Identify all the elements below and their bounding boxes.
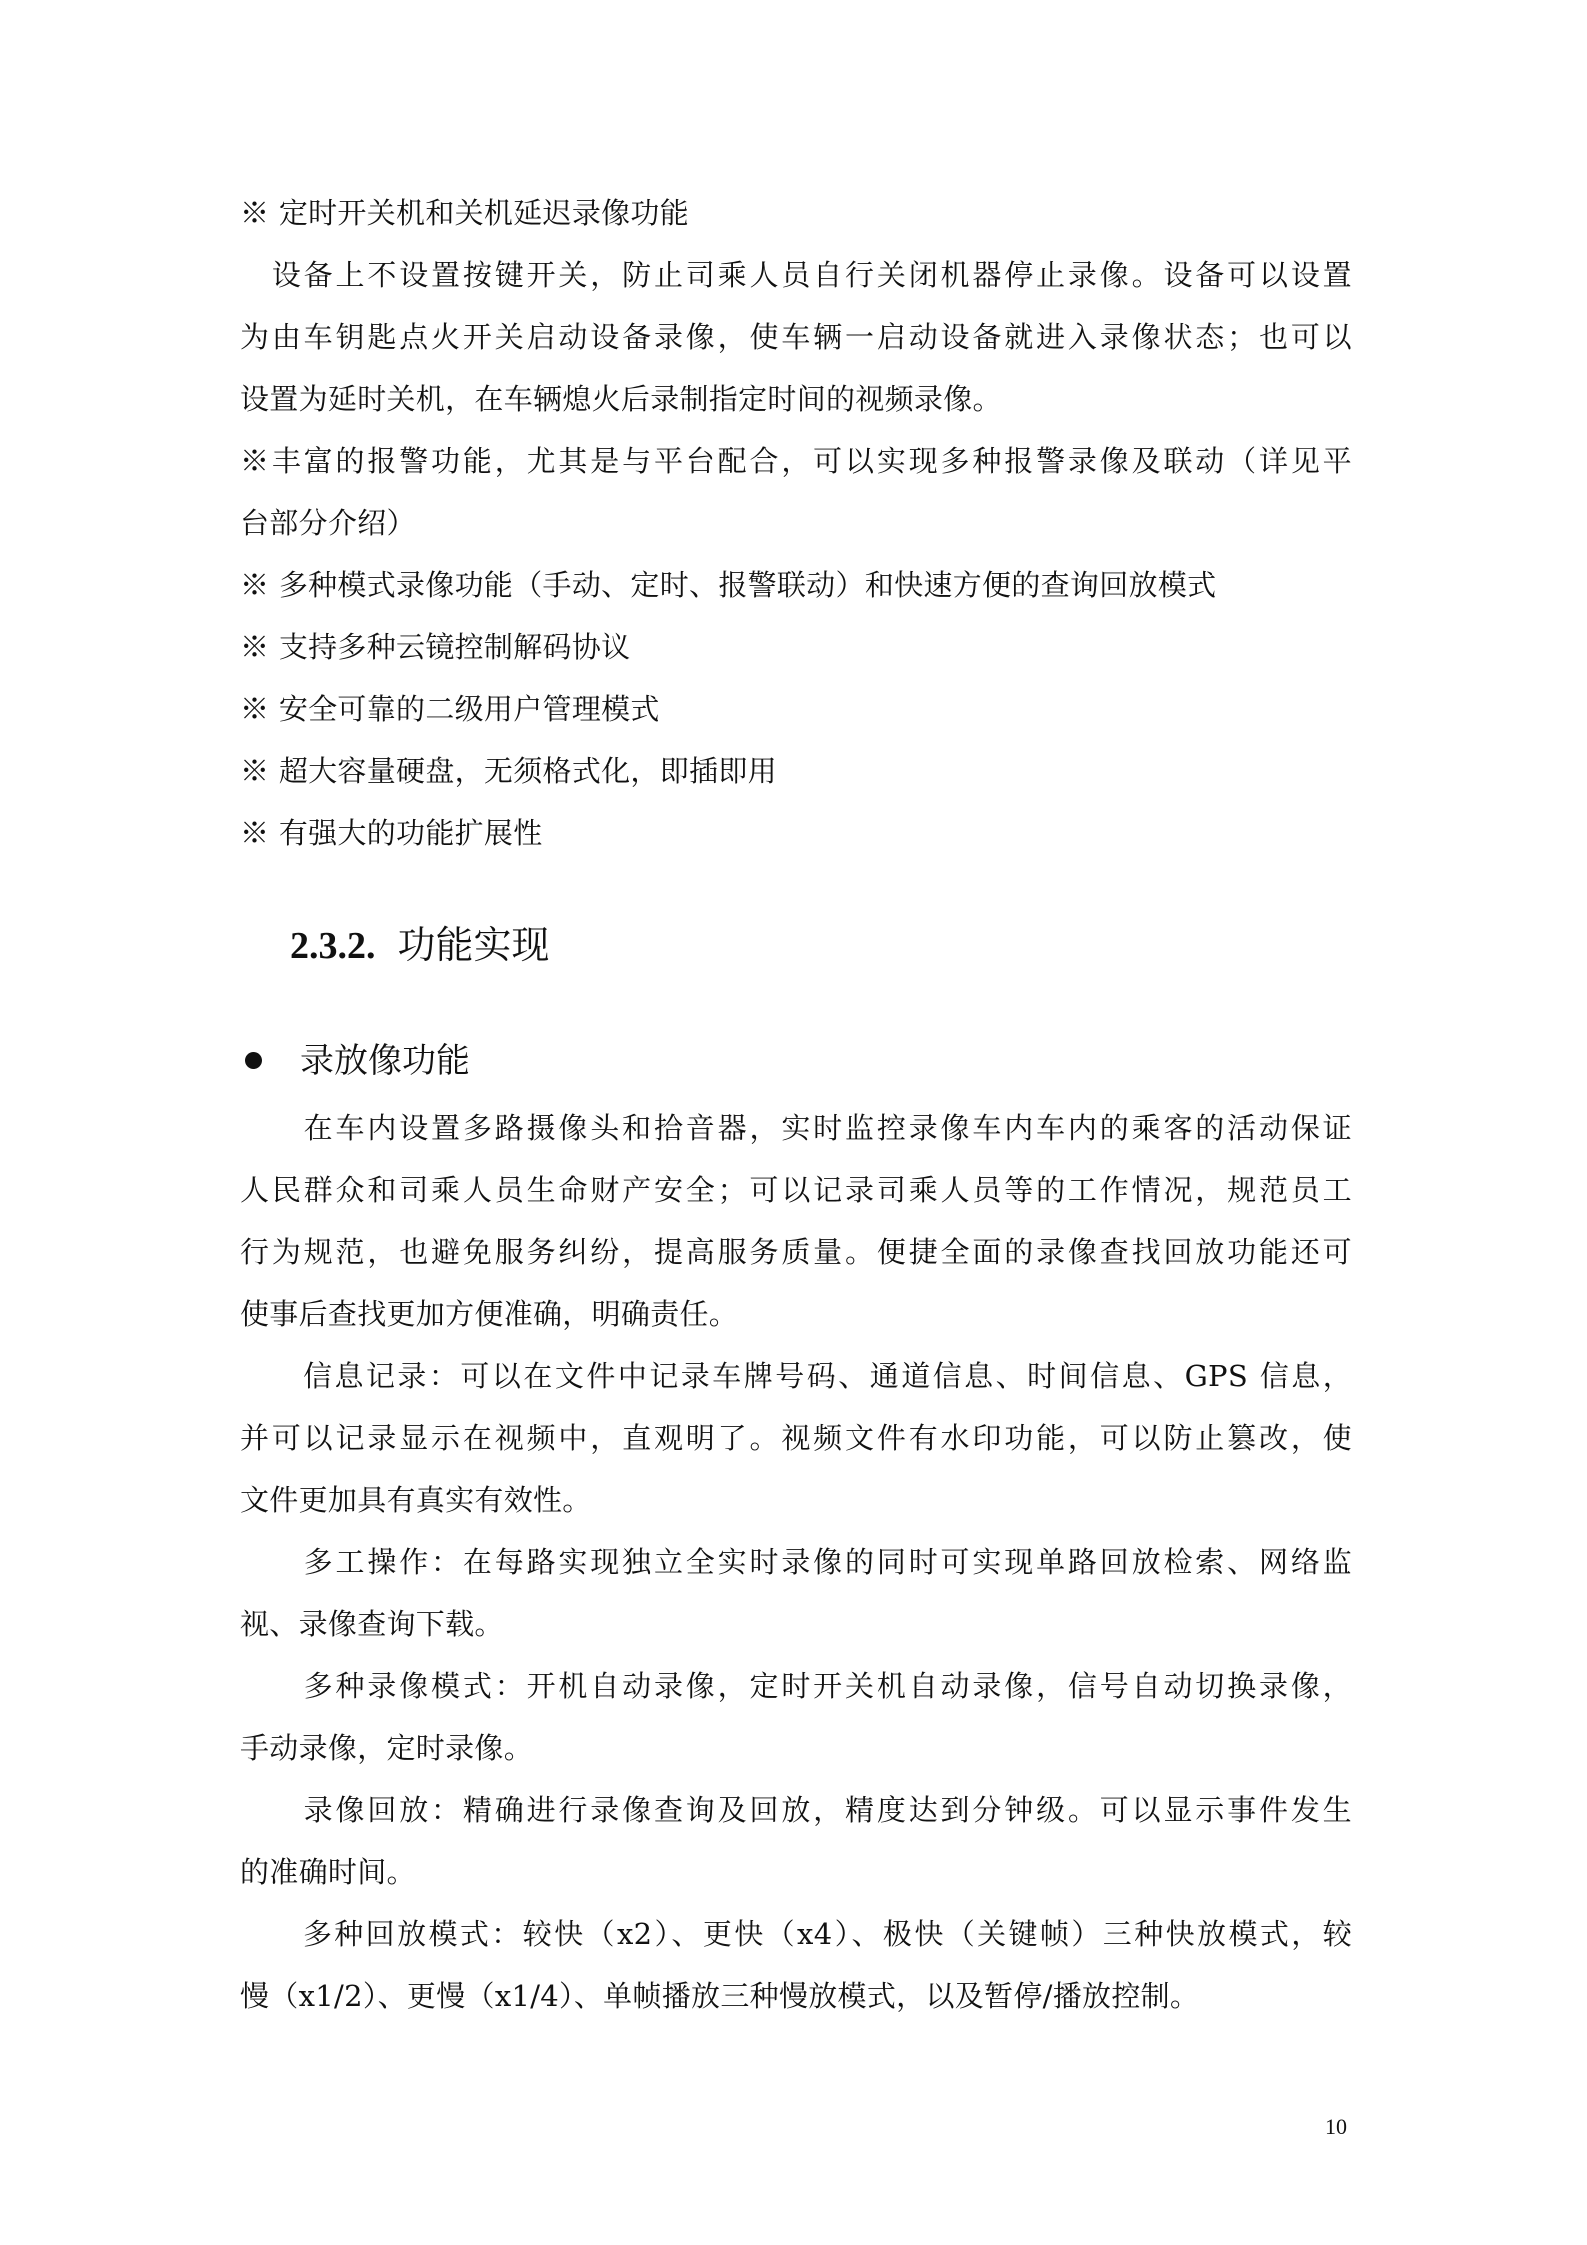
feature-item-timer: ※ 定时开关机和关机延迟录像功能 xyxy=(240,196,690,230)
section-heading xyxy=(290,920,550,971)
timer-paragraph-line: 为由车钥匙点火开关启动设备录像，使车辆一启动设备就进入录像状态；也可以 xyxy=(240,320,1352,354)
playback-modes-line: 多种回放模式：较快（x2）、更快（x4）、极快（关键帧）三种快放模式，较 xyxy=(240,1917,1352,1951)
section-number: 2.3.2. xyxy=(290,925,376,967)
playback-line: 的准确时间。 xyxy=(240,1855,416,1889)
feature-item: ※ 超大容量硬盘，无须格式化，即插即用 xyxy=(240,754,777,788)
feature-item: ※ 支持多种云镜控制解码协议 xyxy=(240,630,631,664)
info-record-line: 信息记录：可以在文件中记录车牌号码、通道信息、时间信息、GPS 信息， xyxy=(240,1359,1352,1393)
feature-item: ※ 有强大的功能扩展性 xyxy=(240,816,543,850)
feature-item: ※ 多种模式录像功能（手动、定时、报警联动）和快速方便的查询回放模式 xyxy=(240,568,1217,602)
multi-op-line: 视、录像查询下载。 xyxy=(240,1607,504,1641)
intro-paragraph-line: 人民群众和司乘人员生命财产安全；可以记录司乘人员等的工作情况，规范员工 xyxy=(240,1173,1352,1207)
timer-paragraph-line: 设置为延时关机，在车辆熄火后录制指定时间的视频录像。 xyxy=(240,382,1002,416)
record-modes-line: 多种录像模式：开机自动录像，定时开关机自动录像，信号自动切换录像， xyxy=(240,1669,1352,1703)
subsection-title: 录放像功能 xyxy=(300,1041,470,1081)
bullet-icon xyxy=(245,1052,262,1069)
info-record-line: 文件更加具有真实有效性。 xyxy=(240,1483,592,1517)
multi-op-line: 多工操作：在每路实现独立全实时录像的同时可实现单路回放检索、网络监 xyxy=(240,1545,1352,1579)
timer-paragraph-line: 设备上不设置按键开关，防止司乘人员自行关闭机器停止录像。设备可以设置 xyxy=(240,258,1352,292)
info-record-line: 并可以记录显示在视频中，直观明了。视频文件有水印功能，可以防止篡改，使 xyxy=(240,1421,1352,1455)
record-modes-line: 手动录像，定时录像。 xyxy=(240,1731,534,1765)
alarm-feature-line: ※丰富的报警功能，尤其是与平台配合，可以实现多种报警录像及联动（详见平 xyxy=(240,444,1352,478)
intro-paragraph-line: 行为规范，也避免服务纠纷，提高服务质量。便捷全面的录像查找回放功能还可 xyxy=(240,1235,1352,1269)
alarm-feature-line: 台部分介绍） xyxy=(240,506,416,540)
intro-paragraph-line: 在车内设置多路摄像头和拾音器，实时监控录像车内车内的乘客的活动保证 xyxy=(240,1111,1352,1145)
intro-paragraph-line: 使事后查找更加方便准确，明确责任。 xyxy=(240,1297,739,1331)
section-title: 功能实现 xyxy=(397,923,550,967)
page-number: 10 xyxy=(1325,2114,1347,2139)
subsection-heading xyxy=(240,1038,470,1084)
playback-line: 录像回放：精确进行录像查询及回放，精度达到分钟级。可以显示事件发生 xyxy=(240,1793,1352,1827)
playback-modes-line: 慢（x1/2）、更慢（x1/4）、单帧播放三种慢放模式，以及暂停/播放控制。 xyxy=(240,1979,1200,2013)
feature-item: ※ 安全可靠的二级用户管理模式 xyxy=(240,692,660,726)
